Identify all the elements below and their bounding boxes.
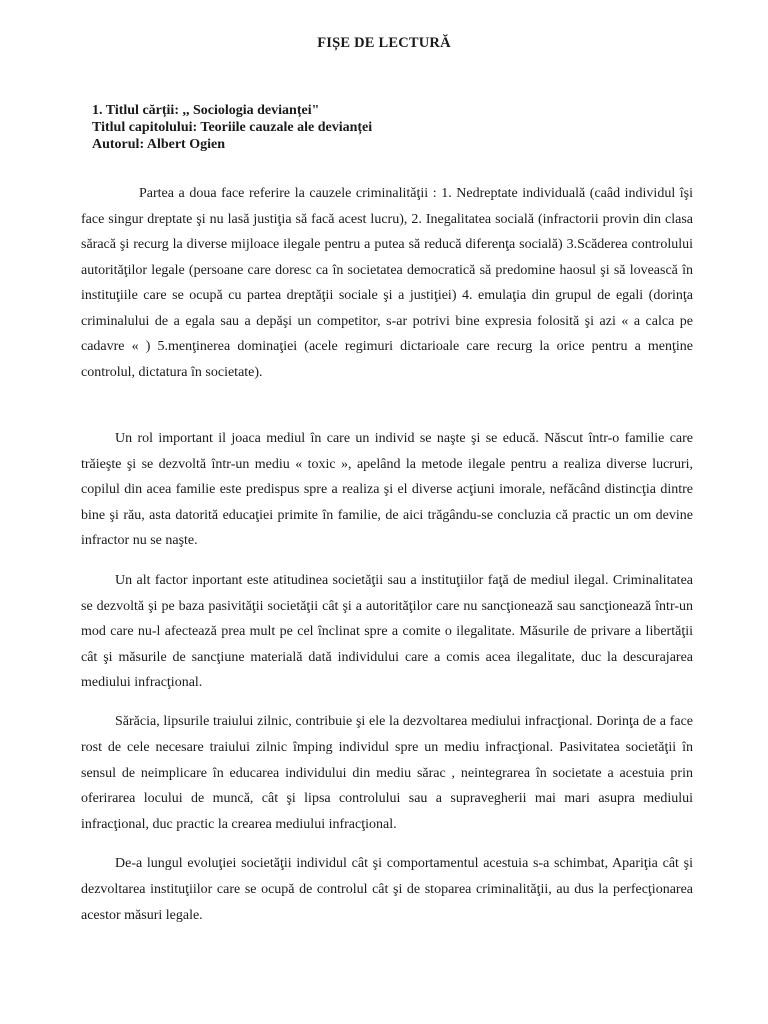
book-title-line: 1. Titlul cărții: ,, Sociologia devianței" (92, 103, 320, 118)
book-metadata (92, 102, 372, 153)
paragraph-society-attitude: Un alt factor inportant este atitudinea societăţii sau a instituţiilor faţă de mediul ilegal. Criminalitatea se dezvoltă şi pe baza pasivităţii societăţii cât şi a autorităţilor care nu sancţionează sau sancţionează într-un mod care nu-l afectează prea mult pe cel înclinat spre a comite o ilegalitate. Măsurile de privare a libertăţii cât şi măsurile de sancţiune materială dată individului care a comis acea ilegalitate, duc la descurajarea mediului infracţional. (81, 573, 693, 691)
chapter-title-line: Titlul capitolului: Teoriile cauzale ale devianței (92, 120, 373, 135)
paragraph-environment: Un rol important il joaca mediul în care un individ se naşte şi se educă. Născut într-o familie care trăieşte şi se dezvoltă într-un mediu « toxic », apelând la metode ilegale pentru a realiza diverse lucruri, copilul din acea familie este predispus spre a realiza şi el diverse acţiuni imorale, nefăcând distincţia dintre bine şi rău, asta datorită educaţiei primite în familie, de aici trăgându-se concluzia că practic un om devine infractor nu se naşte. (81, 431, 693, 549)
author-line: Autorul: Albert Ogien (92, 137, 225, 152)
paragraph-evolution: De-a lungul evoluţiei societăţii individul cât şi comportamentul acestuia s-a schimbat, Apariţia cât şi dezvoltarea instituţiilor care se ocupă de controlul cât şi de stoparea criminalităţii, au dus la perfecţionarea acestor măsuri legale. (81, 856, 693, 923)
paragraph-poverty: Sărăcia, lipsurile traiului zilnic, contribuie şi ele la dezvoltarea mediului infracţional. Dorinţa de a face rost de cele necesare traiului zilnic împing individul spre un mediu infracţional. Pasivitatea societăţii în sensul de neimplicare în educarea individului din mediu sărac , neintegrarea în societate a acestuia prin oferirarea locului de muncă, cât şi lipsa controlului sau a supravegherii mai mari asupra mediului infracţional, duc practic la crearea mediului infracţional. (81, 714, 693, 833)
paragraph-causes: Partea a doua face referire la cauzele criminalitǎţii : 1. Nedreptate individuală (caâd individul îşi face singur dreptate şi nu lasă justiţia să facă acest lucru), 2. Inegalitatea socială (infractorii provin din clasa săracă şi recurg la diverse mijloace ilegale pentru a putea să reducă diferenţa socială) 3.Scăderea controlului autorităţilor legale (persoane care doresc ca în societatea democratică să predomine haosul şi să lovească în instituţiile care se ocupă cu partea dreptăţii sociale şi a justiţiei) 4. emulaţia din grupul de egali (dorinţa criminalului de a egala sau a depăşi un competitor, s-ar potrivi bine expresia folosită şi azi « a calca pe cadavre « ) 5.menţinerea dominaţiei (acele regimuri dictarioale care recurg la orice pentru a menţine controlul, dictatura în societate). (81, 186, 693, 380)
document-title: FIȘE DE LECTURĂ (317, 35, 451, 51)
